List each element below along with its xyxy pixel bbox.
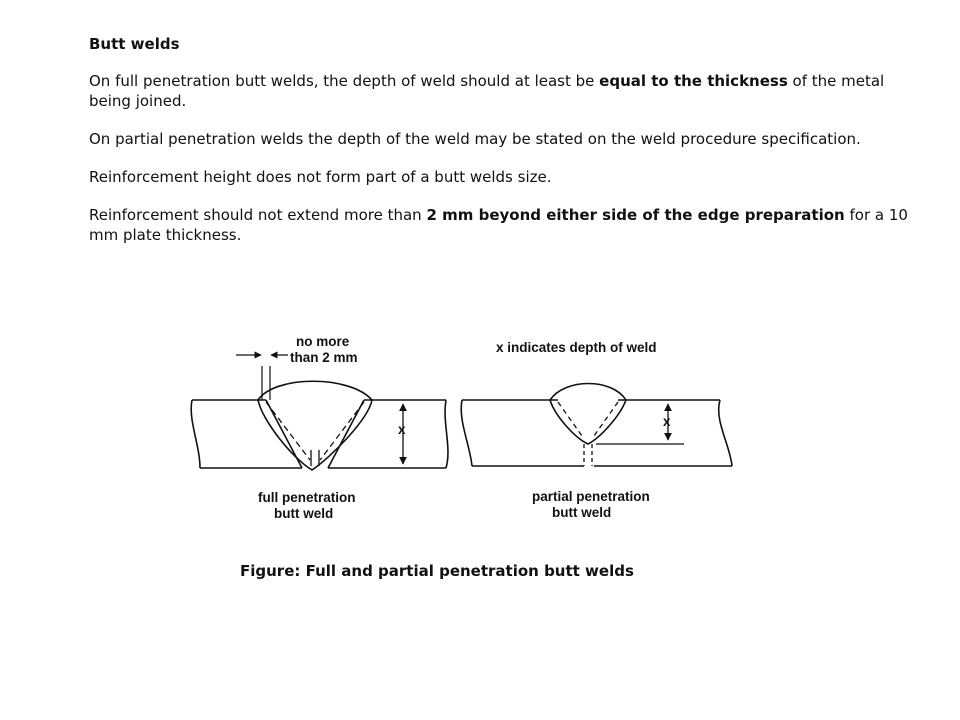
- weld-cap: [258, 381, 372, 400]
- paragraph-reinforcement-limit: [89, 205, 929, 245]
- depth-label-left: x: [398, 422, 406, 437]
- left-caption-line1: full penetration: [258, 490, 356, 505]
- right-plate-outline: [594, 400, 732, 466]
- partial-penetration-diagram: [461, 384, 732, 467]
- paragraph-text: of the metal being joined.: [89, 72, 885, 110]
- paragraph-reinforcement-height: Reinforcement height does not form part of a butt welds size.: [89, 168, 552, 186]
- right-caption-line1: partial penetration: [532, 489, 650, 504]
- emphasis-text: equal to the thickness: [599, 72, 788, 90]
- weld-cap: [550, 384, 626, 401]
- emphasis-text: 2 mm beyond either side of the edge preparation: [426, 206, 845, 224]
- full-penetration-diagram: [191, 355, 448, 470]
- dimension-label-line2: than 2 mm: [290, 350, 358, 365]
- fusion-line-left: [266, 402, 310, 460]
- figure-caption: Figure: Full and partial penetration butt welds: [240, 562, 634, 580]
- weld-bead: [550, 400, 626, 444]
- right-caption-line2: butt weld: [552, 505, 612, 520]
- butt-weld-figure: [0, 320, 960, 540]
- depth-note: x indicates depth of weld: [496, 340, 657, 355]
- paragraph-text: for a 10 mm plate thickness.: [89, 206, 908, 244]
- left-caption-line2: butt weld: [274, 506, 334, 521]
- root-gap: [311, 450, 319, 466]
- paragraph-text: Reinforcement should not extend more than: [89, 206, 427, 224]
- paragraph-text: On full penetration butt welds, the depth of weld should at least be: [89, 72, 600, 90]
- left-plate-outline: [191, 400, 302, 468]
- dimension-label-line1: no more: [296, 334, 350, 349]
- depth-label-right: x: [663, 414, 671, 429]
- document-body: [89, 34, 929, 263]
- fusion-line-right: [320, 402, 364, 460]
- right-plate-outline: [328, 400, 448, 468]
- weld-bead: [258, 400, 372, 470]
- paragraph-full-penetration: [89, 71, 929, 111]
- section-heading: Butt welds: [89, 35, 180, 53]
- left-plate-outline: [461, 400, 584, 466]
- paragraph-partial-penetration: On partial penetration welds the depth of the weld may be stated on the weld procedure specification.: [89, 130, 861, 148]
